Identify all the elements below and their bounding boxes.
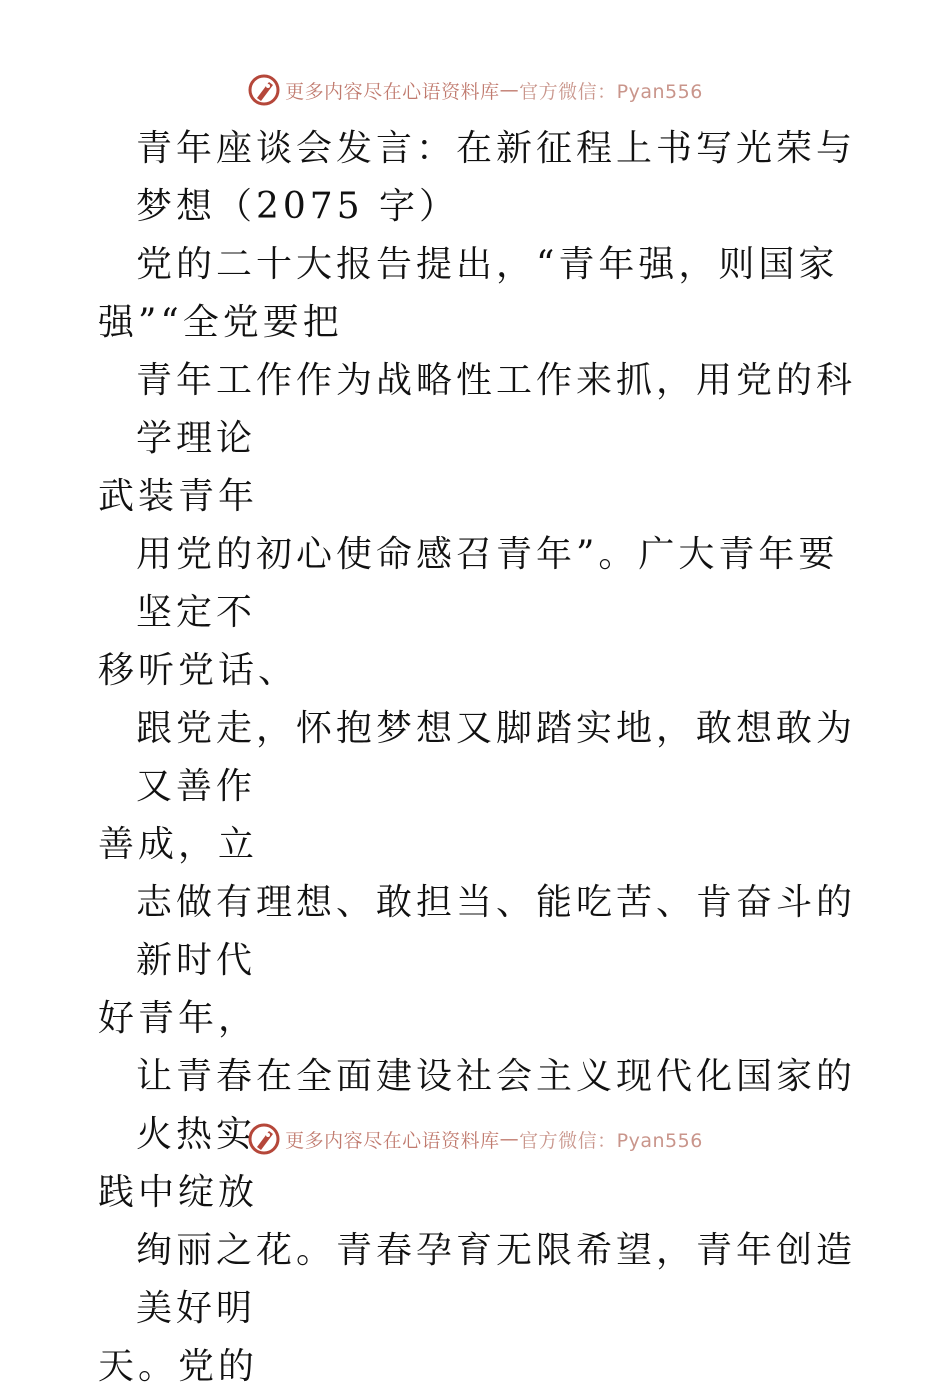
banner-text: 更多内容尽在心语资料库 <box>285 1129 500 1152</box>
document-line: 志做有理想、敢担当、能吃苦、肯奋斗的新时代 <box>136 882 857 981</box>
document-line: 好青年， <box>98 998 259 1039</box>
document-line: 善成，立 <box>98 824 259 865</box>
document-line: 移听党话、 <box>98 650 299 691</box>
document-line: 武装青年 <box>98 476 259 517</box>
document-line: 跟党走，怀抱梦想又脚踏实地，敢想敢为又善作 <box>136 708 857 807</box>
document-line: 践中绽放 <box>98 1172 259 1213</box>
banner-text: 更多内容尽在心语资料库 <box>285 80 500 103</box>
document-body <box>98 120 858 1396</box>
pen-nib-logo-icon <box>247 73 281 107</box>
document-line: 强”“全党要把 <box>98 302 343 343</box>
banner-wechat: 官方微信：Pyan556 <box>519 80 703 103</box>
footer-banner <box>0 1117 950 1161</box>
document-line: 党的二十大报告提出，“青年强，则国家 <box>136 244 839 285</box>
banner-separator: — <box>499 1128 520 1150</box>
document-line: 天。党的 <box>98 1346 259 1387</box>
document-line: 用党的初心使命感召青年”。广大青年要坚定不 <box>136 534 839 633</box>
header-banner <box>0 68 950 112</box>
document-line: 青年工作作为战略性工作来抓，用党的科学理论 <box>136 360 857 459</box>
banner-separator: — <box>499 79 520 101</box>
document-line: 让青春在全面建设社会主义现代化国家的火热实 <box>136 1056 857 1155</box>
document-line: 青年座谈会发言：在新征程上书写光荣与 <box>136 128 857 169</box>
pen-nib-logo-icon <box>247 1122 281 1156</box>
banner-wechat: 官方微信：Pyan556 <box>519 1129 703 1152</box>
document-line: 梦想（2075 字） <box>136 186 460 227</box>
document-line: 绚丽之花。青春孕育无限希望，青年创造美好明 <box>136 1230 857 1329</box>
